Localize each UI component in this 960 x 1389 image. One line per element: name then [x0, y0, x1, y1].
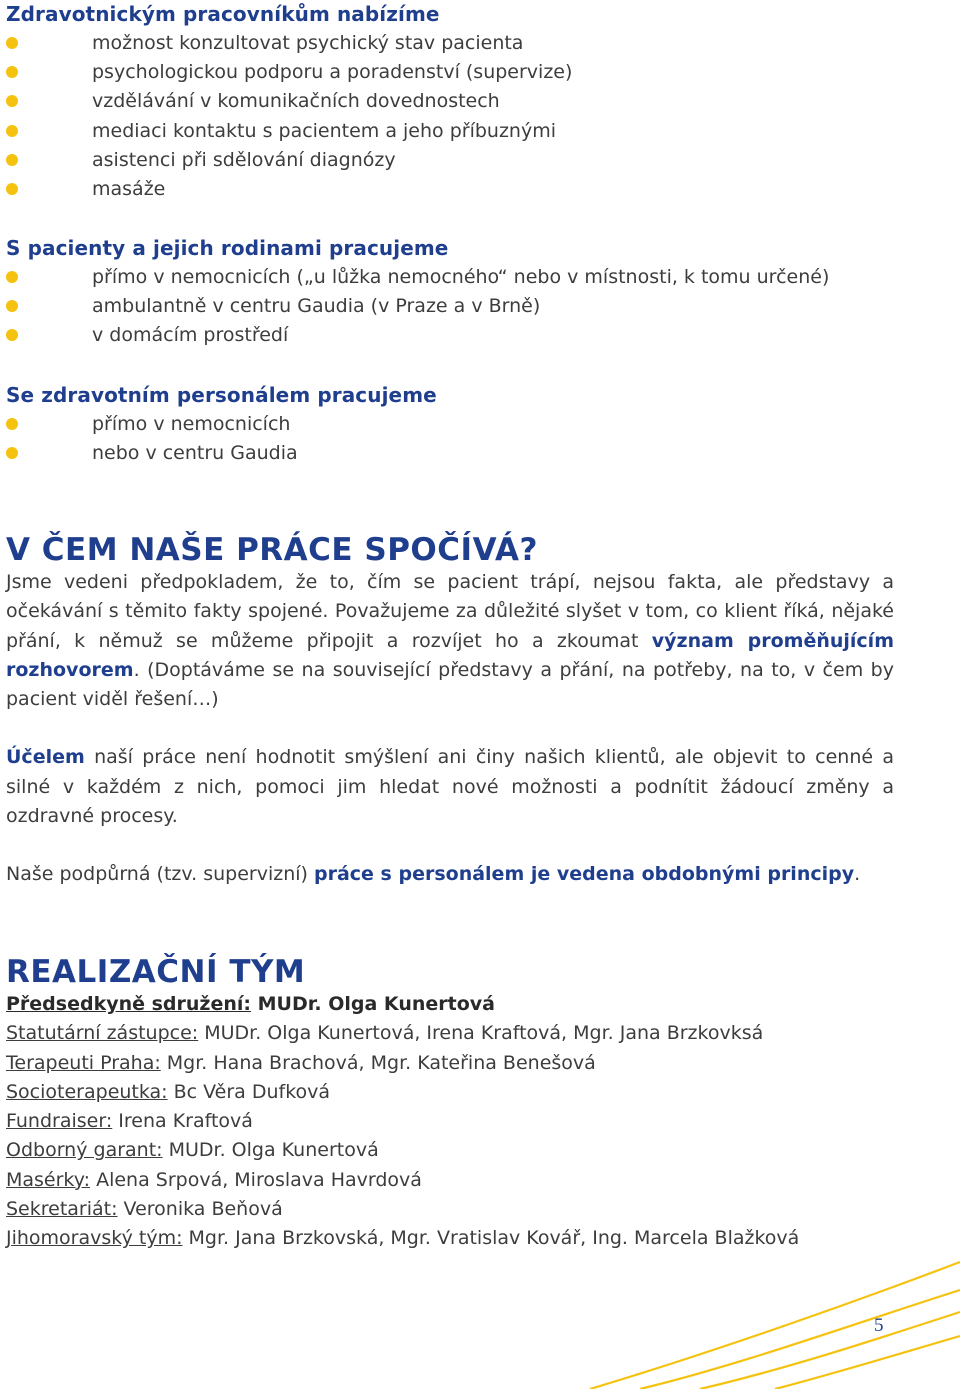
list-item	[6, 87, 920, 116]
team-row	[6, 1195, 920, 1224]
team-role: Masérky:	[6, 1168, 91, 1191]
paragraph-text: Jsme vedeni předpokladem, že to, čím se pacient trápí, nejsou fakta, ale představy a očekávání s těmito fakty spojené. Považujeme za důležité slyšet v tom, co klient říká, nějaké přání, k němuž se můžeme připojit a rozvíjet ho a zkoumat	[6, 571, 894, 652]
bullet-icon	[6, 447, 18, 459]
list-item	[6, 58, 920, 87]
bullet-icon	[6, 300, 18, 312]
paragraph-text: naší práce není hodnotit smýšlení ani činy našich klientů, ale objevit to cenné a silné v každém z nich, pomoci jim hledat nové možnosti a podnítit žádoucí změny a ozdravné procesy.	[6, 746, 894, 828]
list-item	[6, 117, 920, 146]
list-item	[6, 263, 920, 292]
team-row	[6, 1224, 920, 1253]
team-row	[6, 1136, 920, 1165]
team-role: Jihomoravský tým:	[6, 1227, 183, 1250]
team-members: Alena Srpová, Miroslava Havrdová	[90, 1168, 422, 1191]
team-row	[6, 990, 920, 1019]
team-row	[6, 1107, 920, 1136]
list-item	[6, 410, 920, 439]
team-members: MUDr. Olga Kunertová	[162, 1139, 379, 1162]
paragraph-text: Naše podpůrná (tzv. supervizní)	[6, 863, 314, 886]
paragraph-emphasis: význam proměňujícím rozhovorem	[6, 629, 894, 681]
bullet-icon	[6, 37, 18, 49]
list-item	[6, 292, 920, 321]
list-item-text: přímo v nemocnicích	[92, 413, 291, 435]
bullet-icon	[6, 183, 18, 195]
list-item-text: mediaci kontaktu s pacientem a jeho příbuznými	[92, 119, 557, 142]
bullet-icon	[6, 95, 18, 107]
team-members: MUDr. Olga Kunertová	[251, 993, 495, 1015]
bullet-icon	[6, 66, 18, 78]
bullet-icon	[6, 418, 18, 430]
team-members: Veronika Beňová	[117, 1198, 283, 1221]
list-item-text: možnost konzultovat psychický stav pacienta	[92, 32, 524, 54]
bullet-icon	[6, 154, 18, 166]
section-title: Se zdravotním personálem pracujeme	[6, 383, 437, 407]
paragraph	[6, 568, 894, 714]
section-offer	[6, 0, 920, 204]
paragraph	[6, 743, 894, 831]
section-title: S pacienty a jejich rodinami pracujeme	[6, 236, 449, 260]
list-item	[6, 439, 920, 468]
list-item-text: masáže	[92, 178, 166, 201]
team-role: Terapeuti Praha:	[6, 1051, 161, 1074]
list-item	[6, 175, 920, 204]
list-item	[6, 146, 920, 175]
paragraph-emphasis: Účelem	[6, 746, 85, 769]
team-role: Odborný garant:	[6, 1139, 163, 1162]
team-row	[6, 1078, 920, 1107]
bullet-icon	[6, 329, 18, 341]
page-number: 5	[874, 1315, 884, 1336]
paragraph	[6, 860, 894, 889]
paragraph-text: .	[854, 863, 861, 886]
bullet-icon	[6, 271, 18, 283]
team-members: Bc Věra Dufková	[167, 1080, 331, 1103]
section-team	[6, 954, 920, 1254]
team-members: MUDr. Olga Kunertová, Irena Kraftová, Mgr. Jana Brzkovksá	[198, 1022, 764, 1045]
section-title: Zdravotnickým pracovníkům nabízíme	[6, 2, 440, 26]
list-item	[6, 321, 920, 350]
section-staff	[6, 381, 920, 468]
team-role: Socioterapeutka:	[6, 1080, 168, 1103]
bullet-list	[6, 410, 920, 468]
team-list	[6, 990, 920, 1254]
paragraph-emphasis: práce s personálem je vedena obdobnými principy	[314, 863, 855, 886]
section-heading: REALIZAČNÍ TÝM	[6, 954, 306, 990]
team-row	[6, 1049, 920, 1078]
list-item-text: psychologickou podporu a poradenství (supervize)	[92, 61, 573, 84]
list-item-text: ambulantně v centru Gaudia (v Praze a v Brně)	[92, 295, 541, 318]
list-item-text: přímo v nemocnicích („u lůžka nemocného“ nebo v místnosti, k tomu určené)	[92, 266, 830, 288]
bullet-list	[6, 29, 920, 204]
list-item-text: nebo v centru Gaudia	[92, 442, 298, 465]
list-item-text: vzdělávání v komunikačních dovednostech	[92, 90, 500, 113]
section-patients	[6, 234, 920, 351]
team-role: Fundraiser:	[6, 1110, 113, 1133]
paragraph-text: . (Doptáváme se na související představy a přání, na potřeby, na to, v čem by pacient viděl řešení…)	[6, 658, 894, 711]
section-heading: V ČEM NAŠE PRÁCE SPOČÍVÁ?	[6, 532, 538, 568]
team-members: Irena Kraftová	[112, 1110, 253, 1133]
list-item-text: asistenci při sdělování diagnózy	[92, 148, 396, 171]
team-members: Mgr. Jana Brzkovská, Mgr. Vratislav Kovář, Ing. Marcela Blažková	[182, 1227, 800, 1250]
team-members: Mgr. Hana Brachová, Mgr. Kateřina Benešová	[160, 1051, 596, 1074]
list-item-text: v domácím prostředí	[92, 324, 289, 347]
team-role: Sekretariát:	[6, 1198, 118, 1221]
list-item	[6, 29, 920, 58]
team-role: Předsedkyně sdružení:	[6, 993, 252, 1015]
team-role: Statutární zástupce:	[6, 1022, 199, 1045]
bullet-list	[6, 263, 920, 351]
team-row	[6, 1019, 920, 1048]
bullet-icon	[6, 125, 18, 137]
team-row	[6, 1166, 920, 1195]
section-work	[6, 532, 894, 890]
